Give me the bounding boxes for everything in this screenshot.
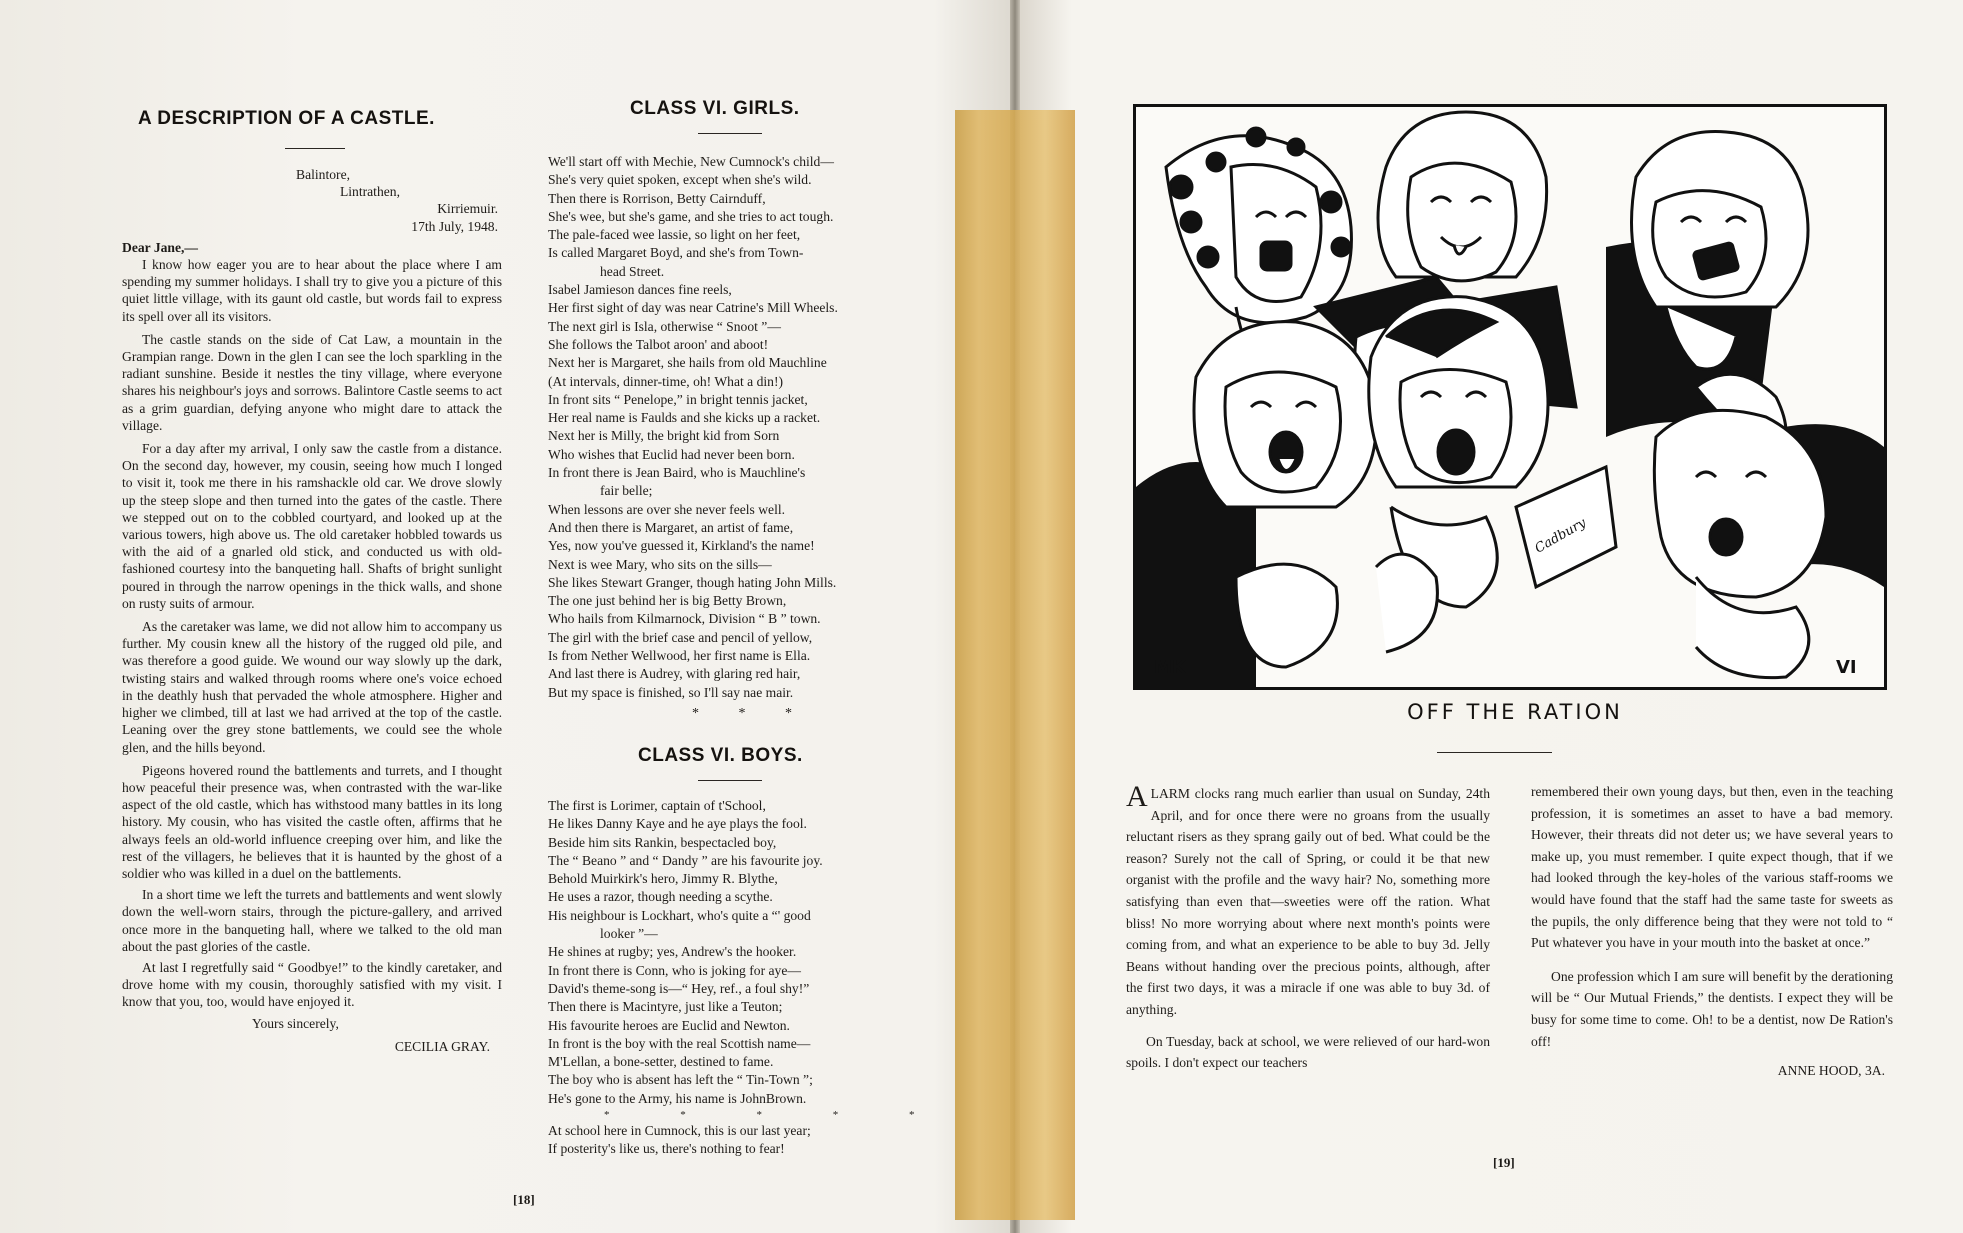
poem-line: Who wishes that Euclid had never been born. xyxy=(548,446,795,462)
poem-line: In front sits “ Penelope,” in bright tennis jacket, xyxy=(548,391,808,407)
poem-line: And then there is Margaret, an artist of fame, xyxy=(548,519,794,535)
poem-line: We'll start off with Mechie, New Cumnock's child— xyxy=(548,154,834,169)
poem-line: She likes Stewart Granger, though hating John Mills. xyxy=(548,574,837,590)
girls-separator: * * * xyxy=(692,706,810,721)
artist-initials: MK xyxy=(1154,657,1186,678)
poem-line: Next her is Milly, the bright kid from Sorn xyxy=(548,428,780,444)
poem-line: In front there is Jean Baird, who is Mauchline's xyxy=(548,465,806,481)
poem-line: His favourite heroes are Euclid and Newton. xyxy=(548,1017,790,1033)
poem-line: But my space is finished, so I'll say nae mair. xyxy=(548,684,794,700)
poem-line: The next girl is Isla, otherwise “ Snoot ”— xyxy=(548,318,781,334)
cartoon-title: OFF THE RATION xyxy=(1407,700,1623,724)
poem-line: She's wee, but she's game, and she tries to act tough. xyxy=(548,208,834,224)
address-line: Lintrathen, xyxy=(339,184,400,200)
boys-title-rule xyxy=(698,780,762,781)
castle-title-rule xyxy=(285,148,345,149)
castle-paragraph: At last I regretfully said “ Goodbye!” to the kindly caretaker, and drove home with my cousin, thoroughly satisfied with my visit. I know that you, too, would have enjoyed it. xyxy=(122,959,502,1010)
page-number-left: [18] xyxy=(513,1192,535,1207)
castle-paragraph: As the caretaker was lame, we did not allow him to accompany us further. My cousin knew all the history of the rugged old pile, and was therefore a good guide. We wound our way slowly up the dark, twisting stairs and walked through rooms where one's voice echoed in the deathly hush that pervaded the whole atmosphere. Higher and higher we climbed, till at last we had arrived at the top of the castle. Leaning over the grey stone battlements, we could see the whole glen, and the hills beyond. xyxy=(122,619,502,755)
poem-line: The girl with the brief case and pencil of yellow, xyxy=(548,629,813,645)
page-number-right: [19] xyxy=(1493,1155,1515,1170)
poem-line: The boy who is absent has left the “ Tin-Town ”; xyxy=(548,1072,813,1088)
tape-strip-right xyxy=(1015,110,1075,1220)
poem-line: She follows the Talbot aroon' and aboot! xyxy=(548,336,769,352)
poem-line: looker ”— xyxy=(600,926,658,942)
salutation: Dear Jane,— xyxy=(122,239,199,255)
boys-separator: * * * * * xyxy=(604,1109,949,1122)
poem-line: Behold Muirkirk's hero, Jimmy R. Blythe, xyxy=(548,871,778,887)
poem-line: Her real name is Faulds and she kicks up a racket. xyxy=(548,410,821,426)
poem-line: She's very quiet spoken, except when she's wild. xyxy=(548,172,812,188)
poem-line: fair belle; xyxy=(600,483,653,499)
poem-line: Is called Margaret Boyd, and she's from Town- xyxy=(548,245,804,261)
poem-line: M'Lellan, a bone-setter, destined to fame. xyxy=(548,1054,774,1070)
poem-line: Next is wee Mary, who sits on the sills— xyxy=(548,556,772,572)
poem-line: Isabel Jamieson dances fine reels, xyxy=(548,282,732,298)
poem-line: He likes Danny Kaye and he aye plays the fool. xyxy=(548,816,807,832)
castle-paragraph: Pigeons hovered round the battlements and turrets, and I thought how peaceful their presence was, when contrasted with the war-like aspect of the old castle, which has withstood many battles in its long history. My cousin, who has visited the castle often, affirms that he always feels an old-world influence creeping over him, and like the rest of the villagers, he believes that it is haunted by the ghost of a soldier who was killed in a duel on the battlements. xyxy=(122,762,502,881)
poem-line: Next her is Margaret, she hails from old Mauchline xyxy=(548,355,827,371)
class-marker: VI xyxy=(1836,657,1857,678)
castle-article xyxy=(122,166,502,1055)
boys-poem xyxy=(548,797,949,1159)
figure-bottom-left xyxy=(1194,322,1377,507)
castle-paragraph: For a day after my arrival, I only saw the castle from a distance. On the second day, however, my cousin, seeing how much I longed to visit it, took me there in his ramshackle old car. We drove slowly up the steep slope and then turned into the gates of the castle. There we stepped out on to the cobbled courtyard, and looked up at the various towers, high above us. The old caretaker hobbled towards us with the aid of a gnarled old stick, and conducted us with old-fashioned courtesy into the banqueting hall. Shafts of bright sunlight poured in through the narrow openings in the thick walls, and shone on rusty suits of armour. xyxy=(122,441,502,611)
castle-paragraph: I know how eager you are to hear about the place where I am spending my summer holidays. I shall try to give you a picture of this quiet little village, with its gaunt old castle, but words fail to express its spell over all its visitors. xyxy=(122,257,502,324)
article-paragraph xyxy=(1126,780,1490,1021)
article-column-2 xyxy=(1531,781,1893,1082)
cartoon-illustration xyxy=(1136,107,1884,687)
article-paragraph: One profession which I am sure will benefit by the derationing will be “ Our Mutual Friends,” the dentists. I expect they will be busy for some time to come. Oh! to be a dentist, now De Ration's off! xyxy=(1531,968,1893,1049)
closing: Yours sincerely, xyxy=(252,1015,339,1031)
drop-cap: A xyxy=(1126,780,1148,813)
poem-line: His neighbour is Lockhart, who's quite a “' good xyxy=(548,907,811,923)
poem-line: In front there is Conn, who is joking for aye— xyxy=(548,962,801,978)
poem-line: The “ Beano ” and “ Dandy ” are his favourite joy. xyxy=(548,852,823,868)
article-column-1 xyxy=(1126,780,1490,1074)
address-line: Kirriemuir. xyxy=(437,201,498,217)
poem-line: The first is Lorimer, captain of t'School, xyxy=(548,798,766,813)
article-author: ANNE HOOD, 3A. xyxy=(1777,1063,1885,1079)
poem-line: If posterity's like us, there's nothing to fear! xyxy=(548,1141,785,1157)
poem-line: Who hails from Kilmarnock, Division “ B ” town. xyxy=(548,611,821,627)
poem-line: When lessons are over she never feels well. xyxy=(548,501,786,517)
poem-line: The pale-faced wee lassie, so light on her feet, xyxy=(548,227,801,243)
castle-paragraph: The castle stands on the side of Cat Law, a mountain in the Grampian range. Down in the glen I can see the loch sparkling in the radiant sunshine. Beside it nestles the tiny village, where everyone shares his neighbour's joys and sorrows. Balintore Castle seems to act as a grim guardian, defying anyone who might dare to attack the village. xyxy=(122,331,502,433)
girls-poem xyxy=(548,153,920,702)
poem-line: Then there is Rorrison, Betty Cairnduff, xyxy=(548,190,766,206)
article-paragraph: remembered their own young days, but then, even in the teaching profession, it is sometimes an asset to have a bad memory. However, their threats did not deter us; we have several years to make up, you must remember. I quite expect though, that if we had looked through the key-holes of the various staff-rooms we would have found that the staff had the same taste for sweets as the pupils, the only difference being that they were not told to “ Put whatever you have in your mouth into the basket at once.” xyxy=(1531,784,1893,951)
poem-line: He's gone to the Army, his name is JohnBrown. xyxy=(548,1090,807,1106)
article-text: LARM clocks rang much earlier than usual on Sunday, 24th April, and for once there were no groans from the usually reluctant risers as they sprang gaily out of bed. What could be the reason? Surely not the call of Spring, or could it be that new organist with the profile and the wavy hair? No, something more satisfying than even that—sweeties were off the ration. What bliss! No more worrying about where next month's points were coming from, and what an experience to be able to buy 3d. Jelly Beans without handing over the precious points, although, after the first two days, it was a miracle if one was able to buy 3d. of anything. xyxy=(1126,786,1490,1017)
article-paragraph: On Tuesday, back at school, we were relieved of our hard-won spoils. I don't expect our teachers xyxy=(1126,1033,1490,1071)
girls-title: CLASS VI. GIRLS. xyxy=(630,98,800,119)
poem-line: He uses a razor, though needing a scythe. xyxy=(548,889,773,905)
girls-title-rule xyxy=(698,133,762,134)
poem-line: (At intervals, dinner-time, oh! What a din!) xyxy=(548,373,784,389)
poem-line: Beside him sits Rankin, bespectacled boy, xyxy=(548,834,777,850)
poem-line: Yes, now you've guessed it, Kirkland's the name! xyxy=(548,538,815,554)
poem-line: head Street. xyxy=(600,263,665,279)
boys-title: CLASS VI. BOYS. xyxy=(638,745,803,766)
castle-address xyxy=(122,166,502,235)
castle-paragraph: In a short time we left the turrets and battlements and went slowly down the well-worn stairs, through the picture-gallery, and arrived once more in the banqueting hall, where we talked to the old man about the past glories of the castle. xyxy=(122,887,502,954)
poem-line: Is from Nether Wellwood, her first name is Ella. xyxy=(548,648,811,664)
poem-line: Then there is Macintyre, just like a Teuton; xyxy=(548,999,783,1015)
poem-line: He shines at rugby; yes, Andrew's the hooker. xyxy=(548,944,797,960)
tape-strip-left xyxy=(955,110,1015,1220)
poem-line: The one just behind her is big Betty Brown, xyxy=(548,593,787,609)
castle-title: A DESCRIPTION OF A CASTLE. xyxy=(138,108,435,129)
cartoon-title-rule xyxy=(1437,752,1552,753)
address-line: 17th July, 1948. xyxy=(411,218,498,234)
poem-line: In front is the boy with the real Scottish name— xyxy=(548,1035,811,1051)
poem-line: Her first sight of day was near Catrine's Mill Wheels. xyxy=(548,300,838,316)
poem-line: At school here in Cumnock, this is our last year; xyxy=(548,1123,811,1139)
signature: CECILIA GRAY. xyxy=(394,1038,490,1054)
poem-line: David's theme-song is—“ Hey, ref., a foul shy!” xyxy=(548,980,810,996)
address-line: Balintore, xyxy=(296,167,350,182)
poem-line: And last there is Audrey, with glaring red hair, xyxy=(548,666,801,682)
cartoon-panel xyxy=(1133,104,1887,690)
chocolate-box-label: Cadbury xyxy=(1532,515,1589,557)
